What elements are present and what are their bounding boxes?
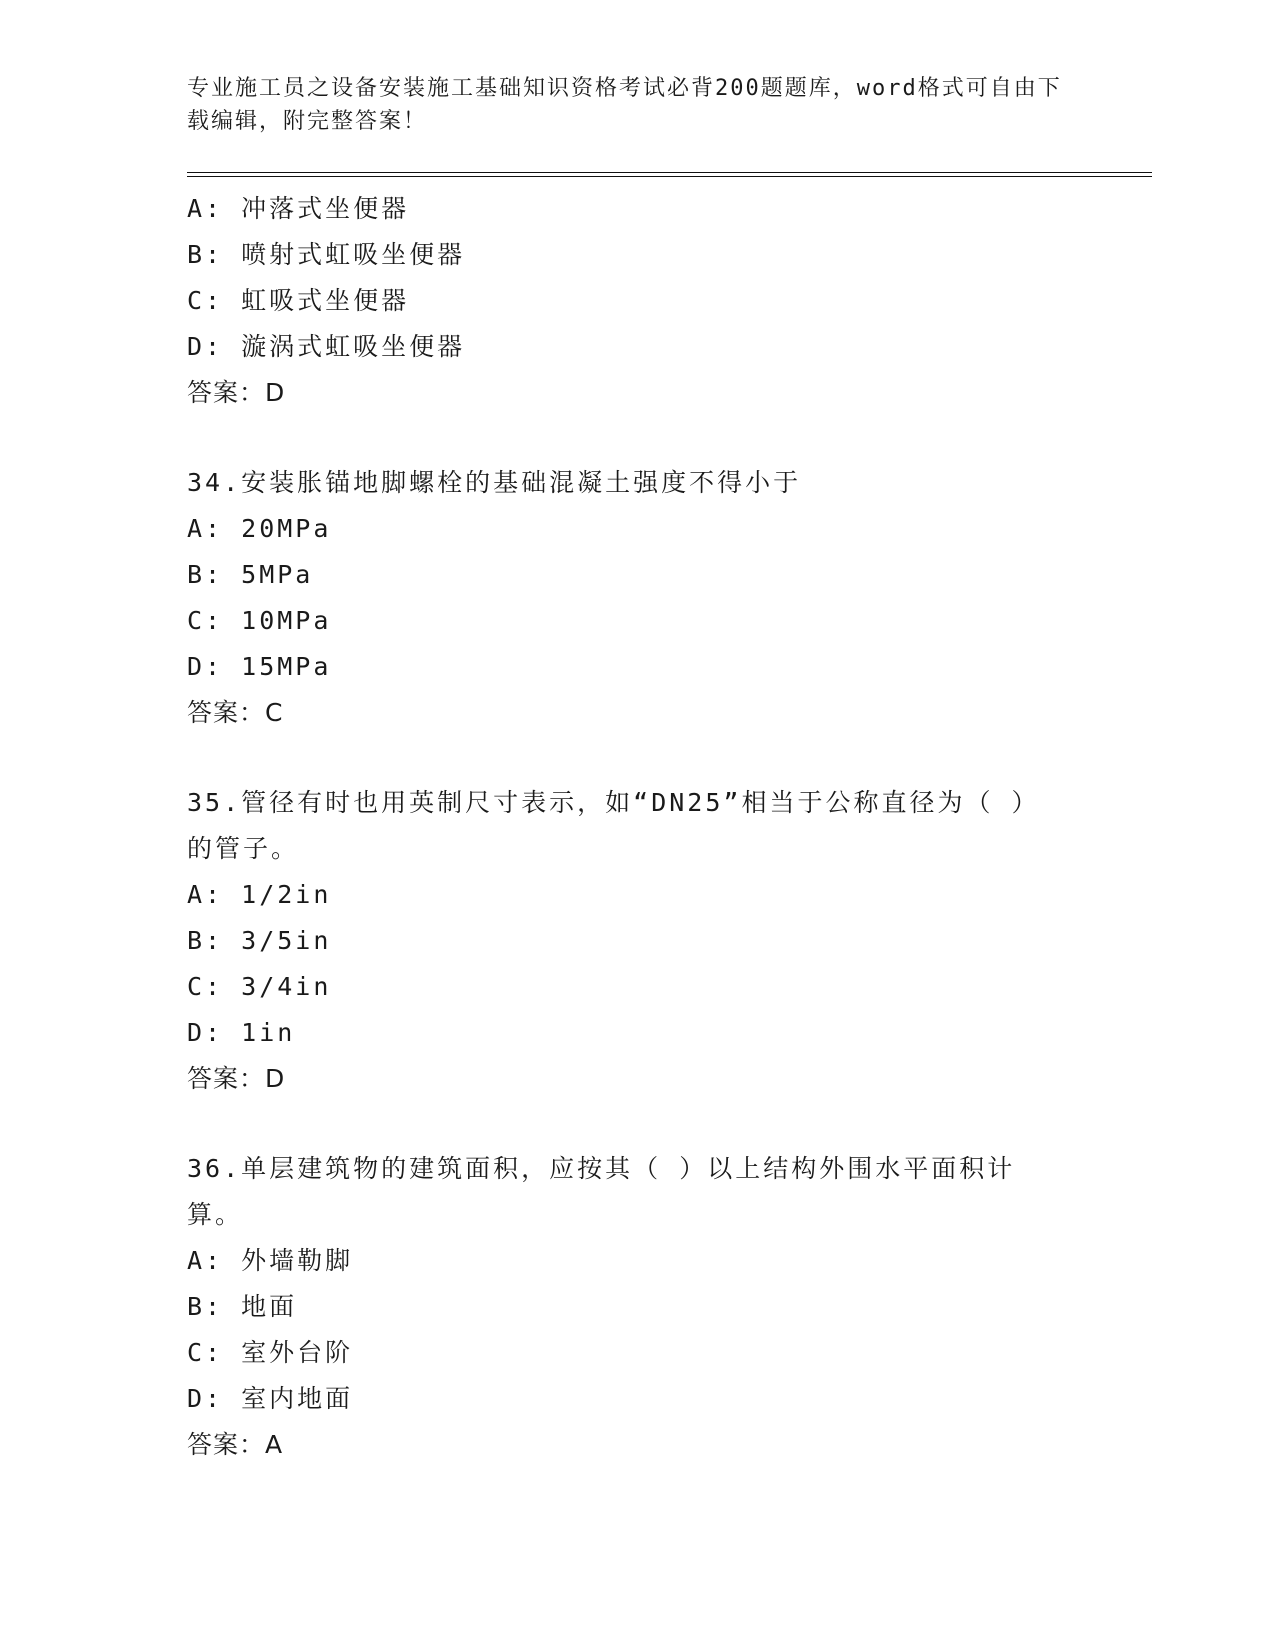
option-d: D: 漩涡式虹吸坐便器 [187,332,466,361]
answer: 答案：C [187,698,284,727]
document-title: 专业施工员之设备安装施工基础知识资格考试必背200题题库，word格式可自由下载编辑，附完整答案！ [187,76,1062,134]
answer: 答案：A [187,1430,284,1459]
option-a: A: 20MPa [187,514,332,543]
option-b: B: 地面 [187,1292,298,1321]
answer: 答案：D [187,1064,286,1093]
option-c: C: 虹吸式坐便器 [187,286,410,315]
option-c: C: 10MPa [187,606,332,635]
option-a: A: 1/2in [187,880,332,909]
answer: 答案：D [187,378,286,407]
option-d: D: 15MPa [187,652,332,681]
option-a: A: 冲落式坐便器 [187,194,410,223]
header-divider-top [187,172,1152,173]
option-c: C: 室外台阶 [187,1338,354,1367]
header-divider-bottom [187,176,1152,177]
option-b: B: 5MPa [187,560,314,589]
question-spacer [187,1102,1087,1146]
question-list [187,186,1087,1468]
question-35 [187,780,1087,1102]
option-a: A: 外墙勒脚 [187,1246,354,1275]
question-34 [187,460,1087,736]
question-stem: 35.管径有时也用英制尺寸表示，如“DN25”相当于公称直径为（ ）的管子。 [187,788,1040,863]
option-b: B: 喷射式虹吸坐便器 [187,240,466,269]
question-stem: 34.安装胀锚地脚螺栓的基础混凝土强度不得小于 [187,468,802,497]
question-33 [187,186,1087,416]
question-36 [187,1146,1087,1468]
question-stem: 36.单层建筑物的建筑面积，应按其（ ）以上结构外围水平面积计算。 [187,1154,1016,1229]
option-b: B: 3/5in [187,926,332,955]
document-header [187,72,1067,138]
question-spacer [187,736,1087,780]
question-spacer [187,416,1087,460]
option-d: D: 1in [187,1018,296,1047]
option-d: D: 室内地面 [187,1384,354,1413]
option-c: C: 3/4in [187,972,332,1001]
